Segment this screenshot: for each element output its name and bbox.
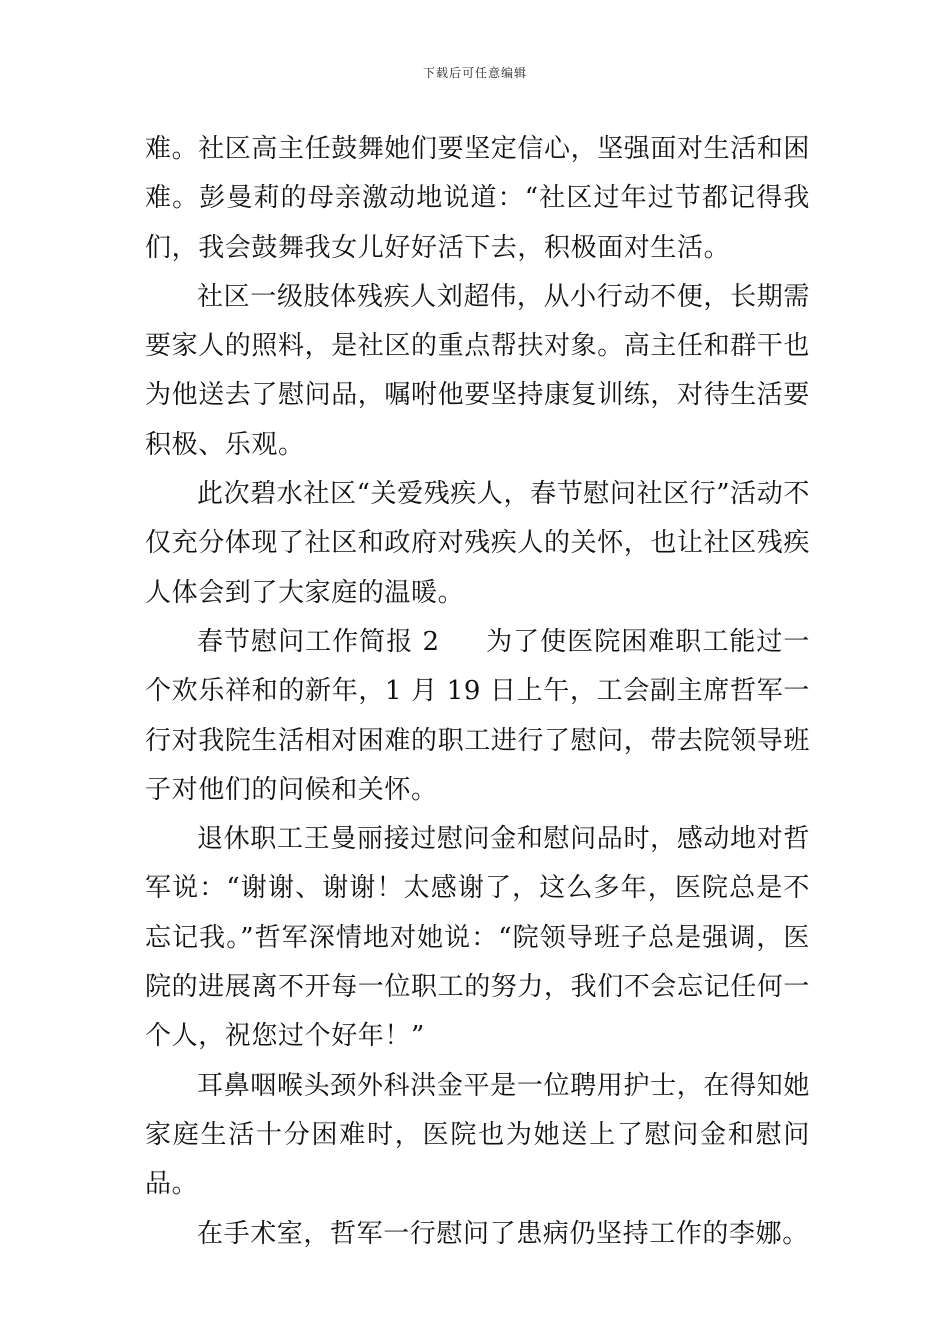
paragraph-continued: 难。社区高主任鼓舞她们要坚定信心，坚强面对生活和困难。彭曼莉的母亲激动地说道：“社区过年过节都记得我们，我会鼓舞我女儿好好活下去，积极面对生活。 (145, 134, 811, 263)
paragraph-briefing-2 (145, 618, 810, 815)
paragraph-wang-manli: 退休职工王曼丽接过慰问金和慰问品时，感动地对哲军说：“谢谢、谢谢！太感谢了，这么多年，医院总是不忘记我。”哲军深情地对她说：“院领导班子总是强调，医院的进展离不开每一位职工的努力，我们不会忘记任何一个人，祝您过个好年！” (145, 824, 811, 1052)
briefing-intro: 为了使医院困难职工能过一个欢乐祥和的新年，1 月 19 日上午，工会副主席哲军一行对我院生活相对困难的职工进行了慰问，带去院领导班子对他们的问候和关怀。 (145, 626, 811, 805)
paragraph-activity-summary: 此次碧水社区“关爱残疾人，春节慰问社区行”活动不仅充分体现了社区和政府对残疾人的关怀，也让社区残疾人体会到了大家庭的温暖。 (145, 479, 811, 608)
document-body (145, 125, 810, 1259)
paragraph-liu-chaowei: 社区一级肢体残疾人刘超伟，从小行动不便，长期需要家人的照料，是社区的重点帮扶对象。高主任和群干也为他送去了慰问品，嘱咐他要坚持康复训练，对待生活要积极、乐观。 (145, 281, 811, 460)
page-header: 下载后可任意编辑 (422, 66, 527, 80)
paragraph-li-na: 在手术室，哲军一行慰问了患病仍坚持工作的李娜。 (197, 1218, 809, 1249)
paragraph-hong-jinping: 耳鼻咽喉头颈外科洪金平是一位聘用护士，在得知她家庭生活十分困难时，医院也为她送上了慰问金和慰问品。 (145, 1070, 810, 1200)
briefing-title: 春节慰问工作简报 2 (197, 626, 440, 657)
